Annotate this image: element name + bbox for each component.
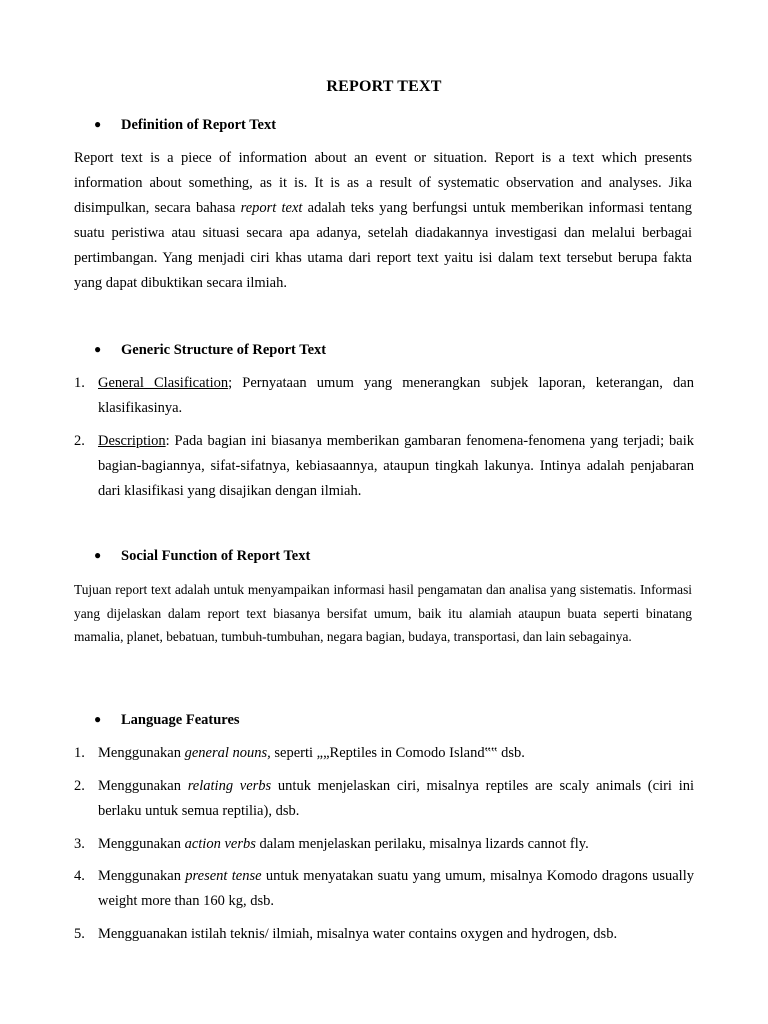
list-number: 1. [74, 375, 85, 391]
heading-text: Generic Structure of Report Text [121, 342, 327, 358]
bullet-icon: ● [94, 712, 102, 726]
list-number: 5. [74, 926, 85, 942]
term: General Clasification [98, 375, 229, 391]
list-item-body: Menggunakan action verbs dalam menjelaskan perilaku, misalnya lizards cannot fly. [98, 836, 589, 852]
term: Description [98, 433, 166, 449]
definition-paragraph: Report text is a piece of information about an event or situation. Report is a text which presents information about something, as it is. It is as a result of systematic observation and analyses. Jika disimpulkan, secara bahasa report text adalah teks yang berfungsi untuk memberikan informasi tentang suatu peristiwa atau situasi secara apa adanya, setelah diadakannya investigasi dan melalui berbagai pertimbangan. Yang menjadi ciri khas utama dari report text yaitu isi dalam text tersebut berupa fakta yang dapat dibuktikan secara ilmiah. [74, 150, 693, 291]
list-number: 2. [74, 778, 85, 794]
list-item-body: Menggunakan present tense untuk menyatakan suatu yang umum, misalnya Komodo dragons usually weight more than 160 kg, dsb. [98, 868, 694, 909]
list-item-body: Menggunakan relating verbs untuk menjelaskan ciri, misalnya reptiles are scaly animals (ciri ini berlaku untuk semua reptilia), dsb. [98, 778, 694, 819]
list-number: 1. [74, 745, 85, 761]
bullet-icon: ● [94, 117, 102, 131]
bullet-icon: ● [94, 342, 102, 356]
list-item-body: General Clasification; Pernyataan umum yang menerangkan subjek laporan, keterangan, dan klasifikasinya. [98, 375, 694, 416]
list-item-body: Mengguanakan istilah teknis/ ilmiah, misalnya water contains oxygen and hydrogen, dsb. [98, 926, 618, 942]
list-item-body: Description: Pada bagian ini biasanya memberikan gambaran fenomena-fenomena yang terjadi; baik bagian-bagiannya, sifat-sifatnya, kebiasaannya, ataupun tingkah lakunya. Intinya adalah penjabaran dari klasifikasi yang disajikan dengan ilmiah. [98, 433, 694, 499]
bullet-icon: ● [94, 548, 102, 562]
page-title: REPORT TEXT [326, 78, 442, 95]
list-number: 4. [74, 868, 85, 884]
heading-text: Language Features [121, 712, 240, 728]
heading-text: Definition of Report Text [121, 117, 277, 133]
list-number: 2. [74, 433, 85, 449]
list-item-body: Menggunakan general nouns, seperti „„Reptiles in Comodo Island‟‟ dsb. [98, 745, 525, 761]
heading-text: Social Function of Report Text [121, 548, 311, 564]
list-number: 3. [74, 836, 85, 852]
function-paragraph: Tujuan report text adalah untuk menyampaikan informasi hasil pengamatan dan analisa yang sistematis. Informasi yang dijelaskan dalam report text biasanya bersifat umum, baik itu alamiah ataupun buata seperti binatang mamalia, planet, bebatuan, tumbuh-tumbuhan, negara bagian, budaya, transportasi, dan lain sebagainya. [74, 582, 692, 644]
